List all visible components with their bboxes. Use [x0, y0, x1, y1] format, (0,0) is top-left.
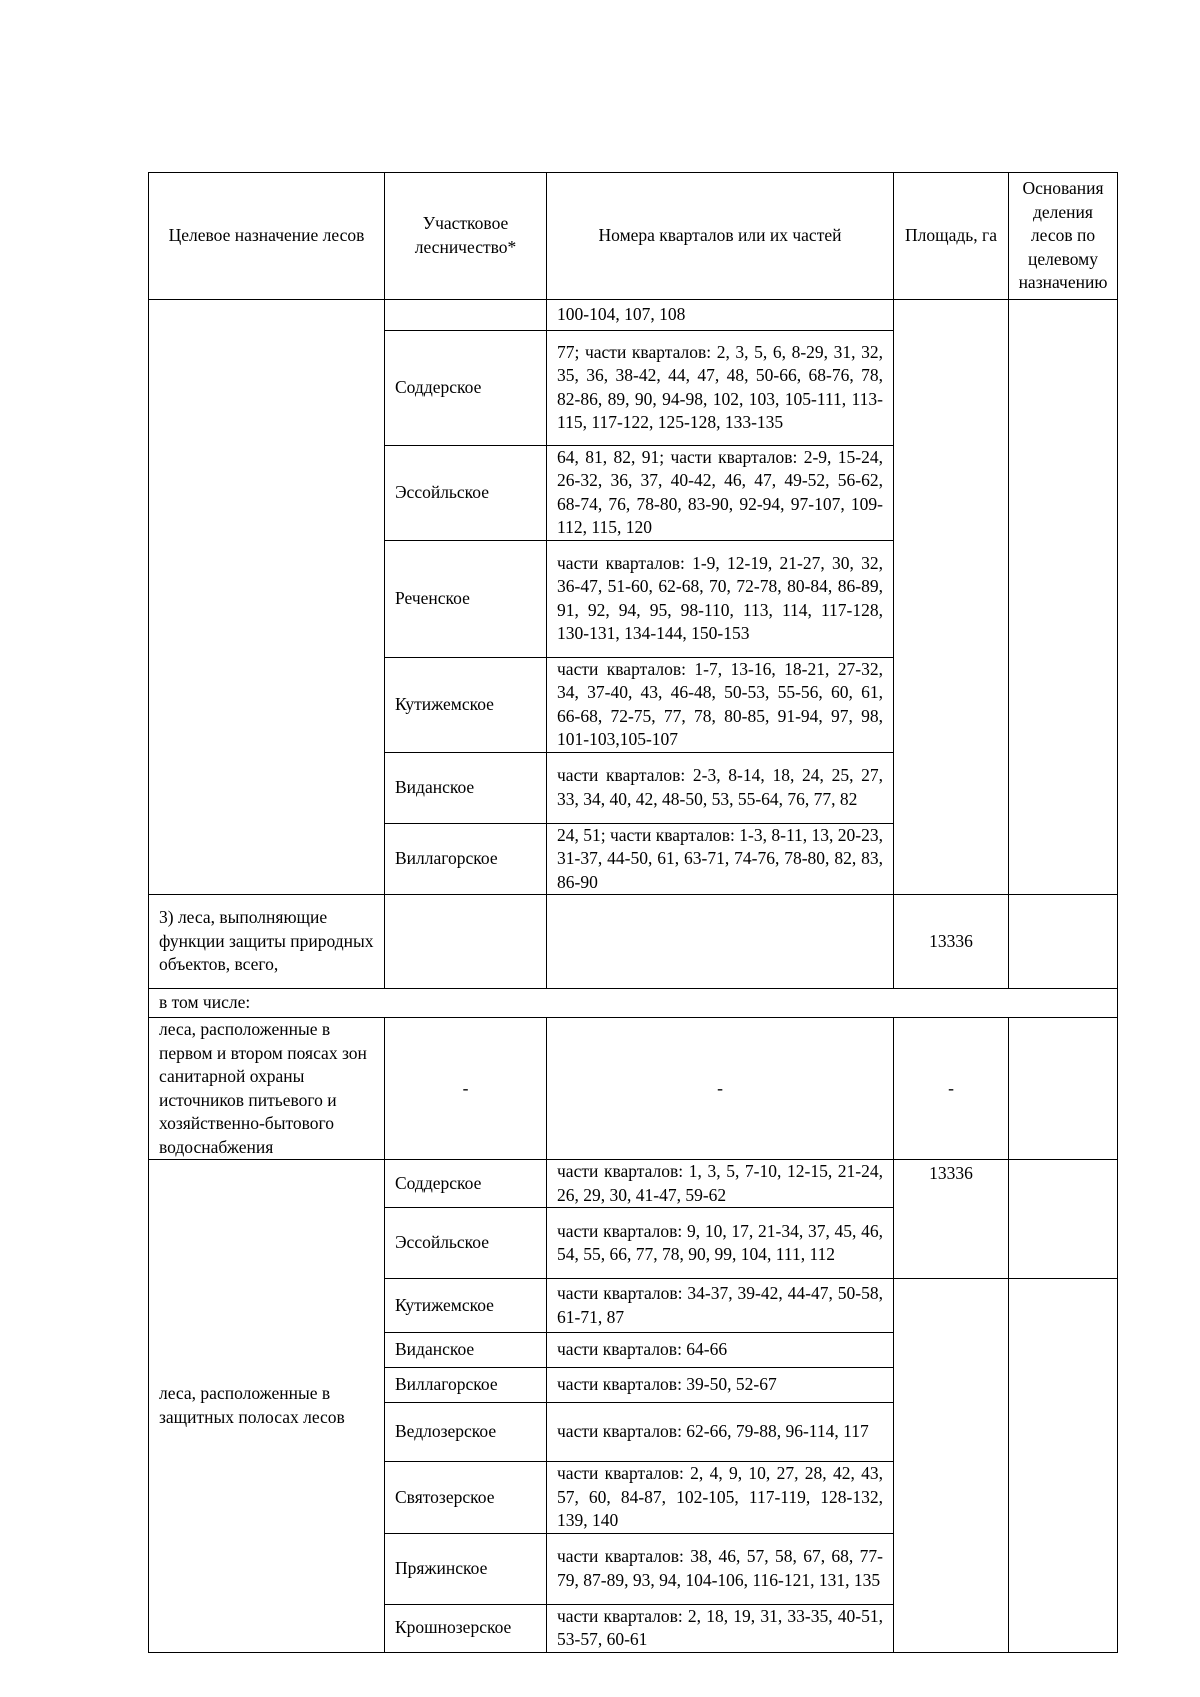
district-cell: Эссойльское: [385, 1208, 547, 1279]
quarters-cell: части кварталов: 1-7, 13-16, 18-21, 27-32, 34, 37-40, 43, 46-48, 50-53, 55-56, 60, 61, 66-68, 72-75, 77, 78, 80-85, 91-94, 97, 98, 101-103,105-107: [547, 657, 894, 752]
basis-cell-continued: [1009, 299, 1118, 895]
quarters-cell: части кварталов: 38, 46, 57, 58, 67, 68, 77-79, 87-89, 93, 94, 104-106, 116-121, 131, 135: [547, 1533, 894, 1604]
quarters-cell: 100-104, 107, 108: [547, 299, 894, 330]
purpose-cell-continued: [149, 299, 385, 895]
district-cell: Эссойльское: [385, 445, 547, 540]
district-cell: Соддерское: [385, 1160, 547, 1208]
district-cell: Ведлозерское: [385, 1403, 547, 1462]
area-cell: -: [894, 1018, 1009, 1160]
quarters-cell: части кварталов: 62-66, 79-88, 96-114, 117: [547, 1403, 894, 1462]
table-row: [149, 895, 1118, 989]
district-cell: [385, 895, 547, 989]
header-quarters: Номера кварталов или их частей: [547, 173, 894, 300]
area-cell: 13336: [894, 1160, 1009, 1279]
quarters-cell: части кварталов: 2, 4, 9, 10, 27, 28, 42, 43, 57, 60, 84-87, 102-105, 117-119, 128-132, 139, 140: [547, 1462, 894, 1534]
forest-purpose-table: [148, 172, 1118, 1653]
district-cell: Крошнозерское: [385, 1604, 547, 1652]
area-cell-continued: [894, 299, 1009, 895]
purpose-cell: леса, расположенные в первом и втором поясах зон санитарной охраны источников питьевого и хозяйственно-бытового водоснабжения: [149, 1018, 385, 1160]
header-purpose: Целевое назначение лесов: [149, 173, 385, 300]
district-cell: Виданское: [385, 1333, 547, 1368]
table-row: [149, 1018, 1118, 1160]
quarters-cell: 64, 81, 82, 91; части кварталов: 2-9, 15-24, 26-32, 36, 37, 40-42, 46, 47, 49-52, 56-62, 68-74, 76, 78-80, 83-90, 92-94, 97-107, 109-112, 115, 120: [547, 445, 894, 540]
basis-cell: [1009, 1160, 1118, 1279]
quarters-cell: части кварталов: 64-66: [547, 1333, 894, 1368]
basis-cell: [1009, 1018, 1118, 1160]
table-row: [149, 989, 1118, 1018]
quarters-cell: части кварталов: 1-9, 12-19, 21-27, 30, 32, 36-47, 51-60, 62-68, 70, 72-78, 80-84, 86-89, 91, 92, 94, 95, 98-110, 113, 114, 117-128, 130-131, 134-144, 150-153: [547, 540, 894, 657]
table-header-row: [149, 173, 1118, 300]
header-district: Участковое лесничество*: [385, 173, 547, 300]
quarters-cell: 24, 51; части кварталов: 1-3, 8-11, 13, 20-23, 31-37, 44-50, 61, 63-71, 74-76, 78-80, 82, 83, 86-90: [547, 823, 894, 895]
district-cell: Реченское: [385, 540, 547, 657]
district-cell: Кутижемское: [385, 657, 547, 752]
header-basis: Основания деления лесов по целевому назначению: [1009, 173, 1118, 300]
header-area: Площадь, га: [894, 173, 1009, 300]
district-cell: [385, 299, 547, 330]
district-cell: -: [385, 1018, 547, 1160]
area-cell: 13336: [894, 895, 1009, 989]
purpose-cell: 3) леса, выполняющие функции защиты природных объектов, всего,: [149, 895, 385, 989]
quarters-cell: части кварталов: 2, 18, 19, 31, 33-35, 40-51, 53-57, 60-61: [547, 1604, 894, 1652]
district-cell: Святозерское: [385, 1462, 547, 1534]
district-cell: Виллагорское: [385, 823, 547, 895]
quarters-cell: [547, 895, 894, 989]
quarters-cell: части кварталов: 39-50, 52-67: [547, 1368, 894, 1403]
district-cell: Соддерское: [385, 330, 547, 445]
quarters-cell: части кварталов: 34-37, 39-42, 44-47, 50-58, 61-71, 87: [547, 1279, 894, 1333]
district-cell: Пряжинское: [385, 1533, 547, 1604]
quarters-cell: 77; части кварталов: 2, 3, 5, 6, 8-29, 31, 32, 35, 36, 38-42, 44, 47, 48, 50-66, 68-76, 78, 82-86, 89, 90, 94-98, 102, 103, 105-111, 113-115, 117-122, 125-128, 133-135: [547, 330, 894, 445]
area-cell-empty: [894, 1279, 1009, 1653]
quarters-cell: части кварталов: 2-3, 8-14, 18, 24, 25, 27, 33, 34, 40, 42, 48-50, 53, 55-64, 76, 77, 82: [547, 752, 894, 823]
district-cell: Кутижемское: [385, 1279, 547, 1333]
basis-cell: [1009, 895, 1118, 989]
basis-cell-empty: [1009, 1279, 1118, 1653]
quarters-cell: части кварталов: 1, 3, 5, 7-10, 12-15, 21-24, 26, 29, 30, 41-47, 59-62: [547, 1160, 894, 1208]
district-cell: Виллагорское: [385, 1368, 547, 1403]
quarters-cell: части кварталов: 9, 10, 17, 21-34, 37, 45, 46, 54, 55, 66, 77, 78, 90, 99, 104, 111, 112: [547, 1208, 894, 1279]
district-cell: Виданское: [385, 752, 547, 823]
quarters-cell: -: [547, 1018, 894, 1160]
including-row: в том числе:: [149, 989, 1118, 1018]
table-row: [149, 299, 1118, 330]
purpose-cell-protective-strips: леса, расположенные в защитных полосах лесов: [149, 1160, 385, 1653]
table-row: [149, 1160, 1118, 1208]
